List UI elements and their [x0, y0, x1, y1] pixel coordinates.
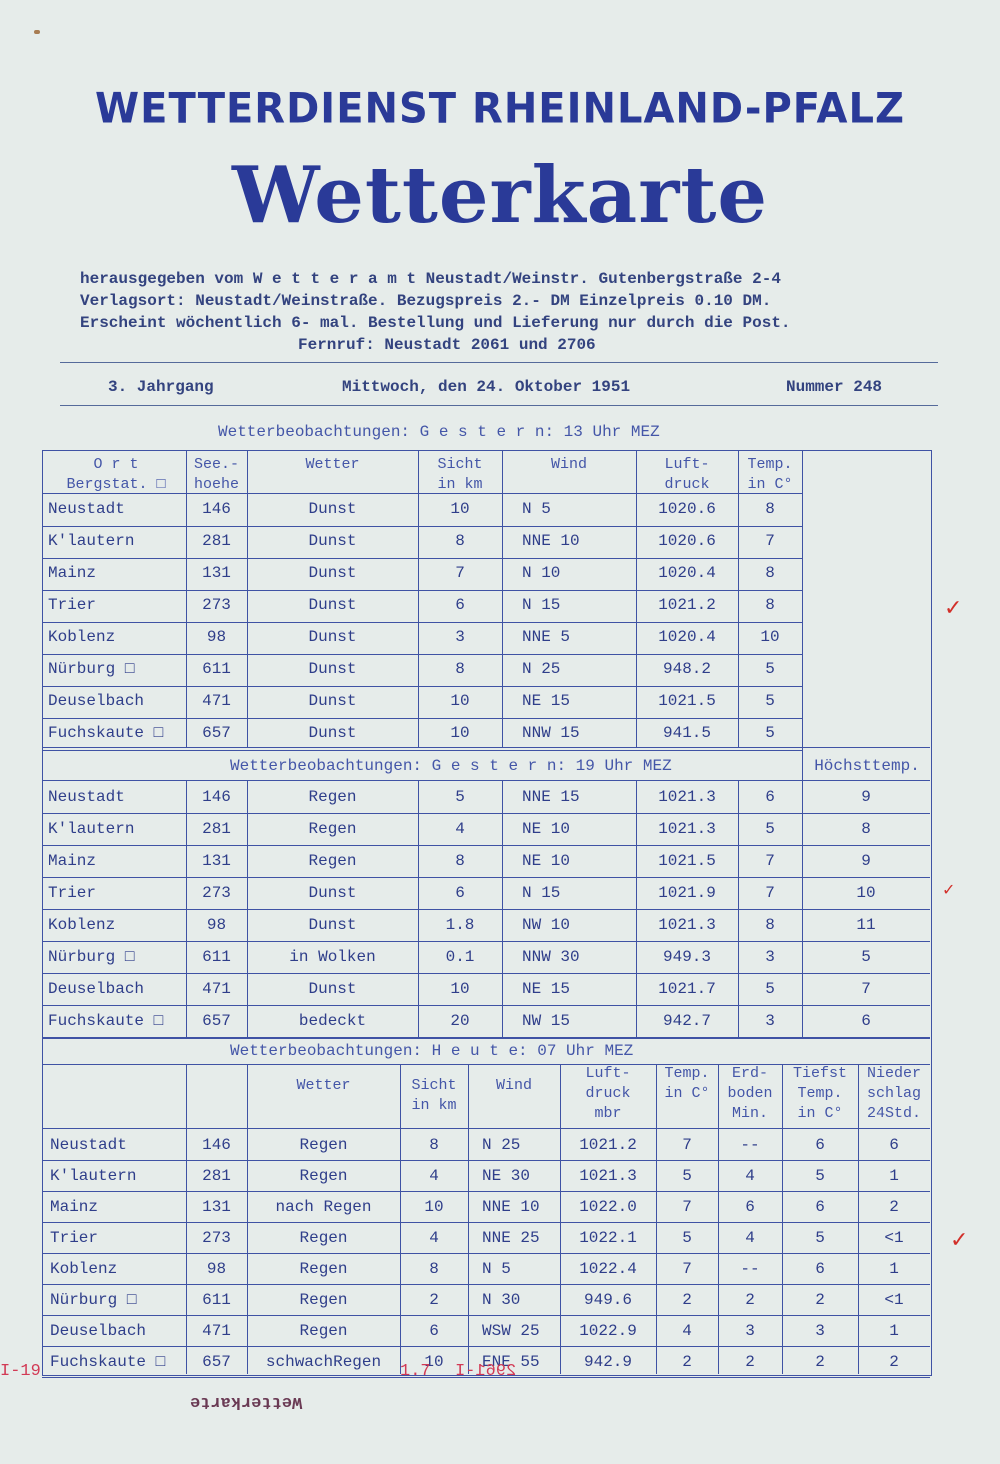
row-rule	[42, 622, 802, 623]
row3-ground-min: 3	[745, 1322, 755, 1340]
row3-temperature: 7	[682, 1136, 692, 1154]
row3-min-temp: 6	[815, 1136, 825, 1154]
row-rule	[42, 1315, 930, 1316]
mirrored-text: Wetterkarte	[190, 1392, 303, 1411]
row1-elevation: 146	[202, 500, 231, 518]
row3-elevation: 98	[206, 1260, 227, 1278]
row2-max-temp: 5	[861, 948, 871, 966]
row-rule	[42, 1346, 930, 1347]
row1-station: Mainz	[48, 564, 97, 582]
row1-visibility: 10	[450, 724, 470, 742]
row3-weather: Regen	[299, 1229, 348, 1247]
row2-elevation: 657	[202, 1012, 231, 1030]
row2-max-temp: 7	[861, 980, 871, 998]
volume: 3. Jahrgang	[108, 378, 214, 396]
row1-weather: Dunst	[308, 660, 357, 678]
row1-wind: N 15	[522, 596, 561, 614]
row3-elevation: 131	[202, 1198, 231, 1216]
row3-visibility: 4	[429, 1229, 439, 1247]
row2-max-temp: 11	[856, 916, 876, 934]
row3-weather: Regen	[299, 1167, 348, 1185]
row2-visibility: 8	[455, 852, 465, 870]
row2-max-temp: 10	[856, 884, 876, 902]
row1-elevation: 471	[202, 692, 231, 710]
row2-station: Deuselbach	[48, 980, 145, 998]
row3-wind: N 5	[482, 1260, 511, 1278]
column-header: Wetter	[296, 1077, 351, 1094]
row3-weather: Regen	[299, 1136, 348, 1154]
row1-visibility: 8	[455, 532, 465, 550]
row2-elevation: 471	[202, 980, 231, 998]
row-rule	[42, 1253, 930, 1254]
info-line: Erscheint wöchentlich 6- mal. Bestellung und Lieferung nur durch die Post.	[80, 314, 791, 332]
row2-wind: N 15	[522, 884, 561, 902]
row-rule	[42, 750, 802, 751]
row3-pressure: 942.9	[583, 1353, 632, 1371]
row3-elevation: 611	[202, 1291, 231, 1309]
row3-precipitation: 2	[889, 1198, 899, 1216]
row2-weather: in Wolken	[289, 948, 376, 966]
column-header-max-temp: Höchsttemp.	[814, 757, 920, 775]
row2-weather: Dunst	[308, 916, 357, 934]
row1-weather: Dunst	[308, 724, 357, 742]
row1-visibility: 8	[455, 660, 465, 678]
row1-pressure: 1020.4	[658, 564, 716, 582]
check-mark: ✓	[944, 596, 963, 621]
column-header: Wind	[495, 1077, 532, 1094]
column-header: Wetter	[305, 456, 360, 473]
row-rule	[42, 877, 930, 878]
row1-elevation: 98	[206, 628, 227, 646]
row3-precipitation: 1	[889, 1260, 899, 1278]
row-rule	[42, 1005, 930, 1006]
column-header: See.- hoehe	[193, 456, 239, 493]
row2-weather: Regen	[308, 788, 357, 806]
info-line-phone: Fernruf: Neustadt 2061 und 2706	[298, 336, 596, 354]
row2-temperature: 3	[765, 948, 775, 966]
row3-precipitation: 1	[889, 1167, 899, 1185]
row2-wind: NE 10	[522, 852, 571, 870]
row2-visibility: 1.8	[445, 916, 475, 934]
check-mark: ✓	[942, 880, 956, 899]
row3-visibility: 10	[424, 1198, 444, 1216]
header-rule	[42, 1128, 930, 1129]
row-rule	[42, 654, 802, 655]
row3-temperature: 7	[682, 1198, 692, 1216]
row2-pressure: 942.7	[662, 1012, 711, 1030]
column-header: Nieder schlag 24Std.	[866, 1065, 921, 1122]
section-rule	[42, 1038, 930, 1039]
row3-precipitation: <1	[884, 1229, 904, 1247]
row2-station: Neustadt	[48, 788, 125, 806]
row2-weather: Regen	[308, 852, 357, 870]
row1-visibility: 10	[450, 692, 470, 710]
row3-precipitation: <1	[884, 1291, 904, 1309]
row3-min-temp: 6	[815, 1198, 825, 1216]
row1-temperature: 8	[765, 596, 775, 614]
row1-weather: Dunst	[308, 564, 357, 582]
row2-pressure: 1021.3	[658, 916, 716, 934]
row-rule	[42, 558, 802, 559]
row1-wind: N 10	[522, 564, 561, 582]
row2-visibility: 5	[455, 788, 465, 806]
column-line	[802, 747, 803, 780]
row2-pressure: 949.3	[662, 948, 711, 966]
row1-pressure: 1020.4	[658, 628, 716, 646]
row3-pressure: 1022.4	[579, 1260, 637, 1278]
row-rule	[42, 526, 802, 527]
row2-temperature: 7	[765, 852, 775, 870]
row3-wind: WSW 25	[482, 1322, 540, 1340]
row-rule	[42, 1284, 930, 1285]
organization-name: WETTERDIENST RHEINLAND-PFALZ	[95, 84, 905, 134]
column-line	[802, 451, 803, 747]
row3-station: Neustadt	[50, 1136, 127, 1154]
stamp-left: I-19	[0, 1362, 41, 1381]
row3-wind: N 30	[482, 1291, 521, 1309]
row2-weather: Regen	[308, 820, 357, 838]
row3-station: Fuchskaute □	[50, 1353, 166, 1371]
row3-temperature: 2	[682, 1353, 692, 1371]
row1-weather: Dunst	[308, 596, 357, 614]
row1-station: Nürburg □	[48, 660, 135, 678]
row1-weather: Dunst	[308, 628, 357, 646]
paper-speck	[34, 30, 40, 34]
row2-wind: NNW 30	[522, 948, 580, 966]
row3-wind: ENE 55	[482, 1353, 540, 1371]
row3-station: Mainz	[50, 1198, 99, 1216]
row3-weather: Regen	[299, 1291, 348, 1309]
row1-pressure: 1021.5	[658, 692, 716, 710]
row3-ground-min: 2	[745, 1291, 755, 1309]
column-header: Wind	[550, 456, 587, 473]
row1-station: Neustadt	[48, 500, 125, 518]
row3-weather: Regen	[299, 1322, 348, 1340]
info-line: Verlagsort: Neustadt/Weinstraße. Bezugspreis 2.- DM Einzelpreis 0.10 DM.	[80, 292, 772, 310]
section-title: Wetterbeobachtungen: G e s t e r n: 19 Uhr MEZ	[230, 757, 672, 775]
row3-min-temp: 6	[815, 1260, 825, 1278]
row2-elevation: 131	[202, 852, 231, 870]
row-rule	[42, 909, 930, 910]
divider	[60, 405, 938, 406]
row1-temperature: 5	[765, 660, 775, 678]
row1-station: Deuselbach	[48, 692, 145, 710]
row1-station: Koblenz	[48, 628, 116, 646]
row3-ground-min: 6	[745, 1198, 755, 1216]
row1-elevation: 273	[202, 596, 231, 614]
row3-precipitation: 2	[889, 1353, 899, 1371]
row1-visibility: 6	[455, 596, 465, 614]
row3-min-temp: 2	[815, 1291, 825, 1309]
row-rule	[42, 686, 802, 687]
row-rule	[42, 1160, 930, 1161]
row1-wind: NE 15	[522, 692, 571, 710]
row1-visibility: 7	[455, 564, 465, 582]
row3-pressure: 1022.1	[579, 1229, 637, 1247]
row2-wind: NNE 15	[522, 788, 580, 806]
header-rule	[42, 780, 930, 781]
row3-min-temp: 3	[815, 1322, 825, 1340]
row3-ground-min: 2	[745, 1353, 755, 1371]
row2-max-temp: 6	[861, 1012, 871, 1030]
row3-visibility: 8	[429, 1260, 439, 1278]
row2-wind: NW 15	[522, 1012, 571, 1030]
row1-pressure: 1020.6	[658, 500, 716, 518]
column-header: Sicht in km	[411, 1077, 457, 1114]
row3-station: K'lautern	[50, 1167, 137, 1185]
row-rule	[42, 813, 930, 814]
row2-visibility: 0.1	[445, 948, 475, 966]
row1-wind: N 25	[522, 660, 561, 678]
row3-pressure: 949.6	[583, 1291, 632, 1309]
row3-elevation: 146	[202, 1136, 231, 1154]
row1-wind: N 5	[522, 500, 551, 518]
row2-weather: Dunst	[308, 884, 357, 902]
row2-visibility: 6	[455, 884, 465, 902]
row1-weather: Dunst	[308, 692, 357, 710]
row2-visibility: 20	[450, 1012, 470, 1030]
row1-temperature: 8	[765, 500, 775, 518]
row1-temperature: 8	[765, 564, 775, 582]
row3-ground-min: 4	[745, 1167, 755, 1185]
column-header: Luft- druck mbr	[585, 1065, 631, 1122]
row3-min-temp: 5	[815, 1167, 825, 1185]
row3-weather: schwachRegen	[265, 1353, 382, 1371]
row3-wind: NNE 10	[482, 1198, 540, 1216]
row2-station: Nürburg □	[48, 948, 135, 966]
publisher-info	[80, 268, 940, 356]
row1-station: Fuchskaute □	[48, 724, 164, 742]
row3-station: Koblenz	[50, 1260, 118, 1278]
column-header: Temp. in C°	[664, 1065, 710, 1102]
row3-precipitation: 1	[889, 1322, 899, 1340]
row3-elevation: 281	[202, 1167, 231, 1185]
row2-temperature: 3	[765, 1012, 775, 1030]
row2-wind: NW 10	[522, 916, 571, 934]
row3-visibility: 2	[429, 1291, 439, 1309]
row2-visibility: 10	[450, 980, 470, 998]
row-rule	[42, 718, 802, 719]
row3-temperature: 5	[682, 1167, 692, 1185]
row2-elevation: 273	[202, 884, 231, 902]
row1-weather: Dunst	[308, 500, 357, 518]
row1-wind: NNE 5	[522, 628, 571, 646]
row3-pressure: 1021.2	[579, 1136, 637, 1154]
section-rule	[42, 747, 930, 748]
row3-wind: N 25	[482, 1136, 521, 1154]
section-title: Wetterbeobachtungen: H e u t e: 07 Uhr MEZ	[230, 1042, 634, 1060]
row3-min-temp: 5	[815, 1229, 825, 1247]
row2-temperature: 5	[765, 980, 775, 998]
row3-temperature: 4	[682, 1322, 692, 1340]
column-line	[468, 1064, 469, 1374]
row3-station: Nürburg □	[50, 1291, 137, 1309]
row1-pressure: 948.2	[662, 660, 711, 678]
row3-elevation: 273	[202, 1229, 231, 1247]
header-location: O r t Bergstat. □	[66, 456, 166, 493]
row2-max-temp: 9	[861, 852, 871, 870]
row1-visibility: 3	[455, 628, 465, 646]
row2-temperature: 8	[765, 916, 775, 934]
row-rule	[42, 1222, 930, 1223]
row2-pressure: 1021.9	[658, 884, 716, 902]
row-rule	[42, 973, 930, 974]
stamp-right: 2961-I	[455, 1362, 517, 1381]
row2-station: Fuchskaute □	[48, 1012, 164, 1030]
issue-number: Nummer 248	[786, 378, 883, 396]
row3-elevation: 657	[202, 1353, 231, 1371]
row1-elevation: 611	[202, 660, 231, 678]
row1-elevation: 281	[202, 532, 231, 550]
column-header: Tiefst Temp. in C°	[792, 1065, 847, 1122]
row3-station: Trier	[50, 1229, 99, 1247]
row2-elevation: 611	[202, 948, 231, 966]
row2-visibility: 4	[455, 820, 465, 838]
row3-visibility: 6	[429, 1322, 439, 1340]
row3-ground-min: --	[740, 1260, 760, 1278]
row2-elevation: 281	[202, 820, 231, 838]
row2-elevation: 98	[206, 916, 227, 934]
row2-wind: NE 15	[522, 980, 571, 998]
row1-elevation: 657	[202, 724, 231, 742]
row2-temperature: 5	[765, 820, 775, 838]
row3-ground-min: --	[740, 1136, 760, 1154]
row2-elevation: 146	[202, 788, 231, 806]
row2-weather: Dunst	[308, 980, 357, 998]
row3-visibility: 8	[429, 1136, 439, 1154]
row2-max-temp: 8	[861, 820, 871, 838]
column-header: Sicht in km	[437, 456, 483, 493]
row3-weather: nach Regen	[275, 1198, 372, 1216]
column-header: Erd- boden Min.	[727, 1065, 773, 1122]
row3-temperature: 5	[682, 1229, 692, 1247]
row1-visibility: 10	[450, 500, 470, 518]
row1-wind: NNW 15	[522, 724, 580, 742]
row-rule	[42, 590, 802, 591]
row3-temperature: 7	[682, 1260, 692, 1278]
stamp-middle: 1.7	[400, 1362, 431, 1381]
column-header: Temp. in C°	[747, 456, 793, 493]
newspaper-title: Wetterkarte	[232, 150, 768, 241]
row2-pressure: 1021.5	[658, 852, 716, 870]
row3-wind: NE 30	[482, 1167, 531, 1185]
row-rule	[42, 845, 930, 846]
row1-pressure: 941.5	[662, 724, 711, 742]
row1-pressure: 1020.6	[658, 532, 716, 550]
row1-pressure: 1021.2	[658, 596, 716, 614]
row3-temperature: 2	[682, 1291, 692, 1309]
row3-visibility: 10	[424, 1353, 444, 1371]
row1-temperature: 7	[765, 532, 775, 550]
divider	[60, 362, 938, 363]
section-title: Wetterbeobachtungen: G e s t e r n: 13 Uhr MEZ	[218, 423, 660, 441]
row3-visibility: 4	[429, 1167, 439, 1185]
row2-max-temp: 9	[861, 788, 871, 806]
row3-station: Deuselbach	[50, 1322, 147, 1340]
row-rule	[42, 941, 930, 942]
info-line: herausgegeben vom W e t t e r a m t Neustadt/Weinstr. Gutenbergstraße 2-4	[80, 270, 781, 288]
row-rule	[42, 1191, 930, 1192]
check-mark: ✓	[950, 1228, 969, 1253]
row3-precipitation: 6	[889, 1136, 899, 1154]
row2-temperature: 7	[765, 884, 775, 902]
row1-temperature: 10	[760, 628, 780, 646]
row1-temperature: 5	[765, 692, 775, 710]
row1-elevation: 131	[202, 564, 231, 582]
row2-pressure: 1021.3	[658, 788, 716, 806]
row2-wind: NE 10	[522, 820, 571, 838]
row1-weather: Dunst	[308, 532, 357, 550]
column-line	[502, 451, 503, 747]
row2-weather: bedeckt	[298, 1012, 367, 1030]
row2-station: K'lautern	[48, 820, 135, 838]
row3-pressure: 1022.9	[579, 1322, 637, 1340]
row1-temperature: 5	[765, 724, 775, 742]
row3-wind: NNE 25	[482, 1229, 540, 1247]
row2-pressure: 1021.7	[658, 980, 716, 998]
row2-temperature: 6	[765, 788, 775, 806]
issue-date: Mittwoch, den 24. Oktober 1951	[342, 378, 631, 396]
row3-pressure: 1021.3	[579, 1167, 637, 1185]
row3-min-temp: 2	[815, 1353, 825, 1371]
column-header: Luft- druck	[664, 456, 710, 493]
row1-station: Trier	[48, 596, 97, 614]
row2-station: Trier	[48, 884, 97, 902]
row1-station: K'lautern	[48, 532, 135, 550]
row2-station: Mainz	[48, 852, 97, 870]
row1-wind: NNE 10	[522, 532, 580, 550]
row3-pressure: 1022.0	[579, 1198, 637, 1216]
row3-elevation: 471	[202, 1322, 231, 1340]
row2-pressure: 1021.3	[658, 820, 716, 838]
row3-weather: Regen	[299, 1260, 348, 1278]
row3-ground-min: 4	[745, 1229, 755, 1247]
row2-station: Koblenz	[48, 916, 116, 934]
